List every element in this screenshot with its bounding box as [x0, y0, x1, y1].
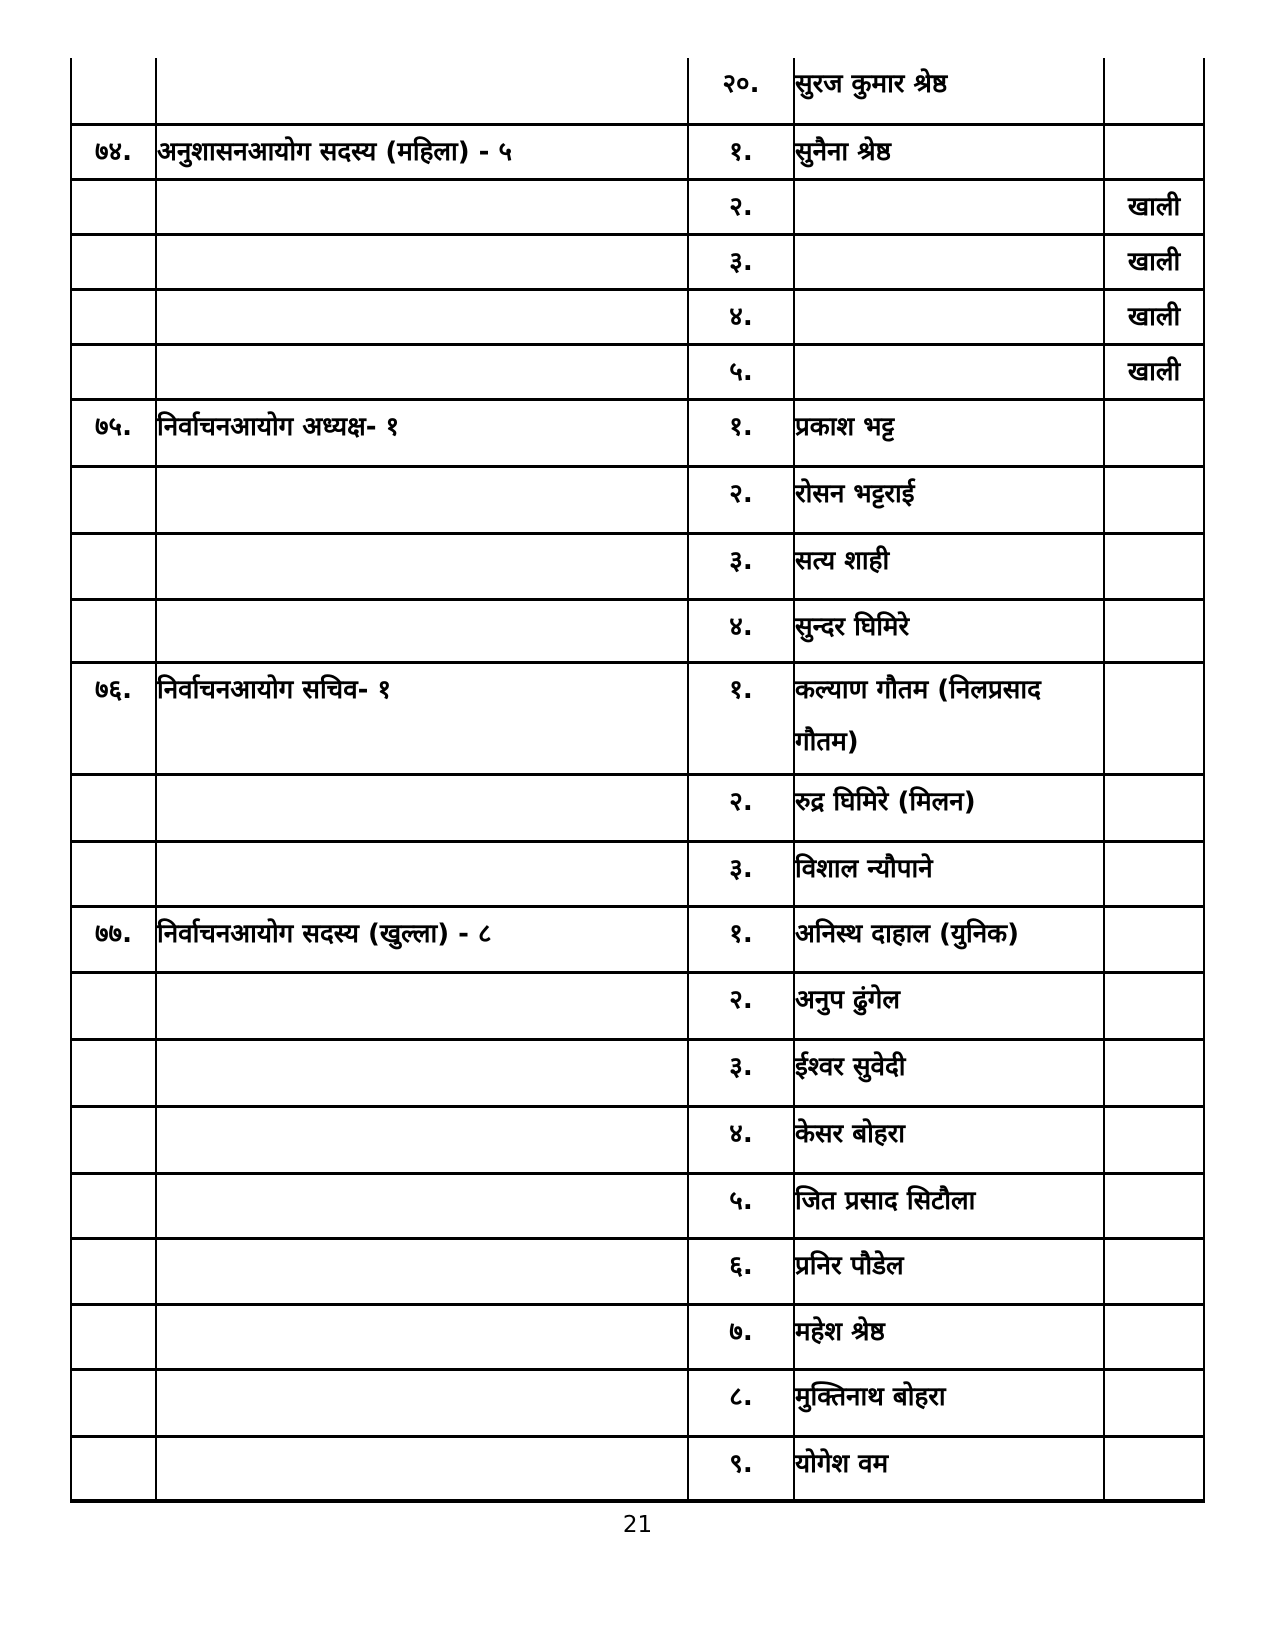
cell-sub-number: २.: [688, 774, 794, 841]
cell-status: [1104, 466, 1204, 533]
cell-person-name: जित प्रसाद सिटौला: [794, 1173, 1104, 1238]
cell-person-name: सुन्दर घिमिरे: [794, 599, 1104, 662]
cell-position-title: [156, 1304, 688, 1369]
table-row: [71, 599, 1204, 662]
cell-sub-number: २.: [688, 466, 794, 533]
table-row: [71, 906, 1204, 972]
cell-position-title: [156, 179, 688, 234]
cell-serial-number: [71, 972, 156, 1039]
cell-sub-number: २.: [688, 179, 794, 234]
cell-person-name: सत्य शाही: [794, 533, 1104, 599]
cell-person-name: अनुप ढुंगेल: [794, 972, 1104, 1039]
cell-person-name: सुरज कुमार श्रेष्ठ: [794, 58, 1104, 124]
cell-status: [1104, 1304, 1204, 1369]
table-row: [71, 234, 1204, 289]
table-row: [71, 662, 1204, 774]
cell-status: [1104, 124, 1204, 179]
cell-sub-number: ३.: [688, 234, 794, 289]
table-row: [71, 533, 1204, 599]
cell-position-title: [156, 466, 688, 533]
cell-sub-number: ५.: [688, 1173, 794, 1238]
cell-position-title: [156, 1238, 688, 1304]
cell-sub-number: २०.: [688, 58, 794, 124]
cell-person-name: रुद्र घिमिरे (मिलन): [794, 774, 1104, 841]
cell-position-title: [156, 1106, 688, 1173]
cell-sub-number: १.: [688, 906, 794, 972]
table-row: [71, 1173, 1204, 1238]
cell-sub-number: ५.: [688, 344, 794, 399]
cell-sub-number: ४.: [688, 599, 794, 662]
cell-serial-number: [71, 599, 156, 662]
cell-person-name: [794, 344, 1104, 399]
cell-sub-number: १.: [688, 124, 794, 179]
cell-person-name: मुक्तिनाथ बोहरा: [794, 1369, 1104, 1436]
cell-status: खाली: [1104, 289, 1204, 344]
cell-sub-number: ३.: [688, 841, 794, 906]
cell-sub-number: ४.: [688, 289, 794, 344]
roster-table: [70, 58, 1205, 1503]
cell-serial-number: [71, 533, 156, 599]
cell-serial-number: [71, 1436, 156, 1501]
cell-status: [1104, 599, 1204, 662]
cell-position-title: [156, 774, 688, 841]
table-row: [71, 124, 1204, 179]
cell-serial-number: ७७.: [71, 906, 156, 972]
cell-serial-number: ७६.: [71, 662, 156, 774]
cell-status: [1104, 972, 1204, 1039]
table-row: [71, 289, 1204, 344]
cell-position-title: [156, 972, 688, 1039]
table-row: [71, 466, 1204, 533]
cell-status: [1104, 841, 1204, 906]
table-row: [71, 58, 1204, 124]
cell-person-name: प्रकाश भट्ट: [794, 399, 1104, 466]
table-row: [71, 1369, 1204, 1436]
cell-position-title: [156, 533, 688, 599]
cell-sub-number: ४.: [688, 1106, 794, 1173]
cell-status: [1104, 58, 1204, 124]
cell-serial-number: [71, 1369, 156, 1436]
cell-position-title: [156, 289, 688, 344]
cell-person-name: [794, 234, 1104, 289]
table-row: [71, 1039, 1204, 1106]
cell-person-name: केसर बोहरा: [794, 1106, 1104, 1173]
cell-position-title: [156, 841, 688, 906]
cell-sub-number: ७.: [688, 1304, 794, 1369]
table-row: [71, 1106, 1204, 1173]
cell-serial-number: [71, 1106, 156, 1173]
cell-sub-number: १.: [688, 662, 794, 774]
cell-person-name: कल्याण गौतम (निलप्रसाद गौतम): [794, 662, 1104, 774]
cell-serial-number: ७४.: [71, 124, 156, 179]
cell-person-name: रोसन भट्टराई: [794, 466, 1104, 533]
table-row: [71, 179, 1204, 234]
table-row: [71, 1436, 1204, 1501]
cell-person-name: [794, 289, 1104, 344]
cell-serial-number: [71, 179, 156, 234]
cell-serial-number: [71, 1304, 156, 1369]
table-row: [71, 399, 1204, 466]
cell-position-title: अनुशासनआयोग सदस्य (महिला) - ५: [156, 124, 688, 179]
cell-position-title: [156, 1039, 688, 1106]
cell-person-name: महेश श्रेष्ठ: [794, 1304, 1104, 1369]
cell-serial-number: [71, 234, 156, 289]
cell-serial-number: [71, 774, 156, 841]
cell-position-title: निर्वाचनआयोग सदस्य (खुल्ला) - ८: [156, 906, 688, 972]
cell-status: [1104, 1436, 1204, 1501]
cell-sub-number: २.: [688, 972, 794, 1039]
cell-person-name: सुनैना श्रेष्ठ: [794, 124, 1104, 179]
cell-serial-number: [71, 1039, 156, 1106]
cell-serial-number: [71, 58, 156, 124]
cell-position-title: [156, 599, 688, 662]
cell-status: खाली: [1104, 179, 1204, 234]
cell-person-name: विशाल न्यौपाने: [794, 841, 1104, 906]
cell-sub-number: १.: [688, 399, 794, 466]
cell-sub-number: ३.: [688, 533, 794, 599]
cell-status: [1104, 533, 1204, 599]
table-row: [71, 344, 1204, 399]
page-number: 21: [622, 1512, 653, 1538]
cell-person-name: ईश्वर सुवेदी: [794, 1039, 1104, 1106]
cell-status: [1104, 1238, 1204, 1304]
cell-position-title: निर्वाचनआयोग अध्यक्ष- १: [156, 399, 688, 466]
cell-position-title: [156, 1173, 688, 1238]
cell-status: [1104, 1039, 1204, 1106]
cell-status: खाली: [1104, 344, 1204, 399]
cell-serial-number: [71, 466, 156, 533]
cell-sub-number: ६.: [688, 1238, 794, 1304]
cell-serial-number: ७५.: [71, 399, 156, 466]
cell-person-name: योगेश वम: [794, 1436, 1104, 1501]
cell-status: [1104, 1106, 1204, 1173]
cell-position-title: [156, 234, 688, 289]
cell-position-title: निर्वाचनआयोग सचिव- १: [156, 662, 688, 774]
cell-person-name: प्रनिर पौडेल: [794, 1238, 1104, 1304]
cell-serial-number: [71, 289, 156, 344]
cell-serial-number: [71, 841, 156, 906]
cell-person-name: [794, 179, 1104, 234]
cell-position-title: [156, 1369, 688, 1436]
cell-status: [1104, 399, 1204, 466]
table-row: [71, 972, 1204, 1039]
table-row: [71, 774, 1204, 841]
cell-person-name: अनिस्थ दाहाल (युनिक): [794, 906, 1104, 972]
cell-status: [1104, 774, 1204, 841]
table-row: [71, 841, 1204, 906]
cell-status: [1104, 1173, 1204, 1238]
cell-position-title: [156, 58, 688, 124]
cell-position-title: [156, 1436, 688, 1501]
cell-sub-number: ८.: [688, 1369, 794, 1436]
table-row: [71, 1238, 1204, 1304]
cell-status: खाली: [1104, 234, 1204, 289]
cell-status: [1104, 1369, 1204, 1436]
cell-serial-number: [71, 1173, 156, 1238]
cell-sub-number: ९.: [688, 1436, 794, 1501]
cell-serial-number: [71, 1238, 156, 1304]
cell-sub-number: ३.: [688, 1039, 794, 1106]
cell-status: [1104, 906, 1204, 972]
cell-position-title: [156, 344, 688, 399]
cell-status: [1104, 662, 1204, 774]
table-row: [71, 1304, 1204, 1369]
cell-serial-number: [71, 344, 156, 399]
